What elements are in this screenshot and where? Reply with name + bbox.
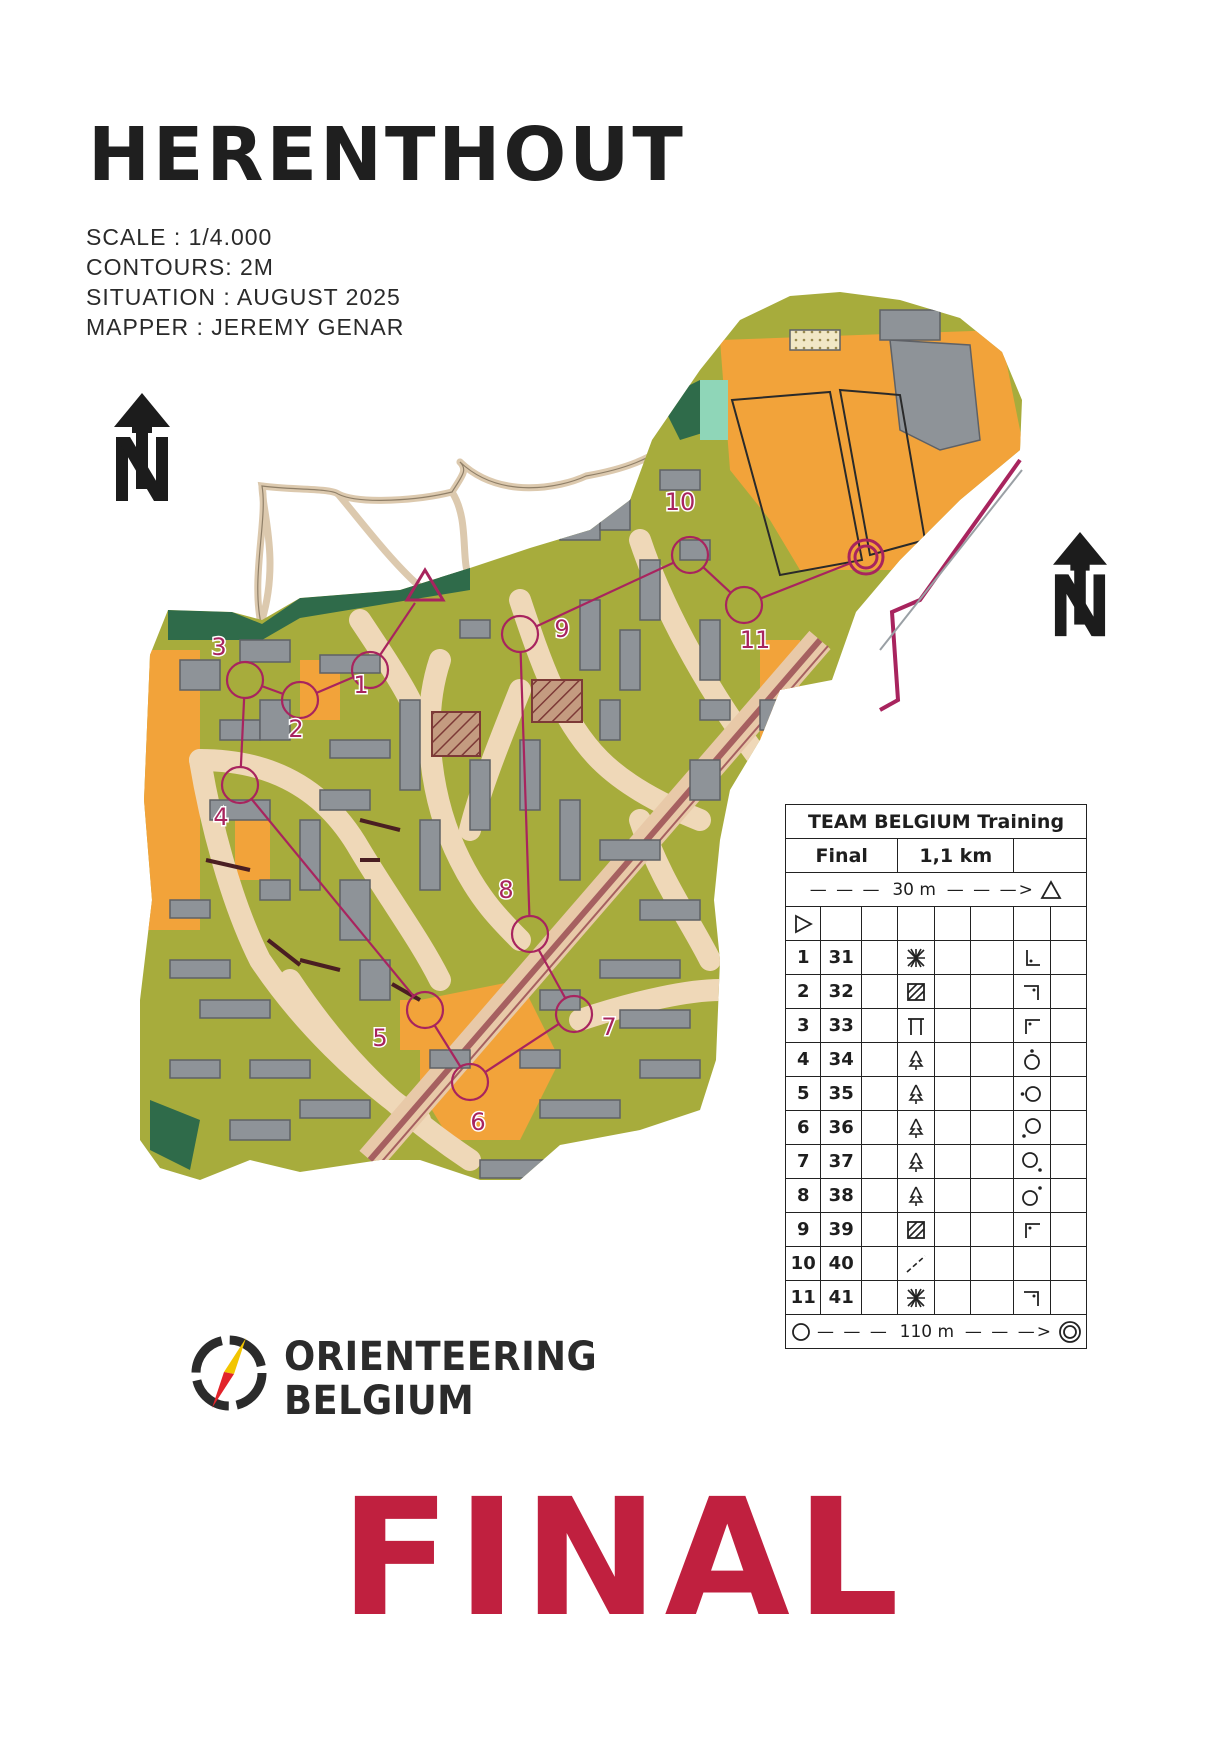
building — [540, 1100, 620, 1118]
building — [170, 1060, 220, 1078]
building — [640, 1060, 700, 1078]
map-title: HERENTHOUT — [88, 112, 686, 198]
control-description-row — [786, 1009, 1087, 1043]
control-number-label: 1 — [353, 671, 369, 699]
building — [640, 900, 700, 920]
building — [600, 960, 680, 978]
building — [470, 760, 490, 830]
building — [420, 820, 440, 890]
event-name: TEAM BELGIUM Training — [786, 805, 1087, 839]
building — [330, 740, 390, 758]
building — [600, 500, 630, 530]
building — [560, 800, 580, 880]
building — [360, 960, 390, 1000]
building — [300, 1100, 370, 1118]
control-description-sheet — [785, 804, 1087, 1349]
control-sequence: 1 — [786, 941, 821, 975]
building — [320, 790, 370, 810]
start-distance-row: — — — 30 m — — —> — [786, 873, 1087, 907]
building — [600, 700, 620, 740]
control-number-label: 5 — [372, 1024, 388, 1052]
building — [200, 1000, 270, 1018]
building — [700, 620, 720, 680]
scale-info: SCALE : 1/4.000 — [86, 224, 273, 250]
building — [240, 640, 290, 662]
situation-info: SITUATION : AUGUST 2025 — [86, 284, 401, 310]
corner-ne-icon — [1014, 1281, 1050, 1315]
control-number-label: 2 — [288, 715, 304, 743]
control-number-label: 8 — [498, 876, 514, 904]
building — [620, 1010, 690, 1028]
south-west-side-icon — [1014, 1111, 1050, 1145]
building — [400, 700, 420, 790]
control-sequence: 10 — [786, 1247, 821, 1281]
building — [250, 1060, 310, 1078]
corner-nw-icon — [1014, 1213, 1050, 1247]
building — [660, 470, 700, 490]
control-number-label: 10 — [664, 488, 696, 516]
contours-info: CONTOURS: 2M — [86, 254, 274, 280]
building — [320, 655, 380, 673]
building — [170, 900, 210, 918]
control-sequence: 9 — [786, 1213, 821, 1247]
control-number-label: 11 — [739, 626, 771, 654]
building — [260, 700, 290, 740]
building — [690, 760, 720, 800]
corner-nw-icon — [1014, 1009, 1050, 1043]
control-code: 32 — [821, 975, 862, 1009]
corner-ne-icon — [1014, 975, 1050, 1009]
building — [260, 880, 290, 900]
tree-icon — [898, 1043, 934, 1077]
control-sequence: 7 — [786, 1145, 821, 1179]
thicket-icon — [898, 941, 934, 975]
control-code: 39 — [821, 1213, 862, 1247]
logo-line-1: ORIENTEERING — [284, 1334, 598, 1380]
building — [180, 660, 220, 690]
control-sequence: 6 — [786, 1111, 821, 1145]
control-number-label: 7 — [601, 1013, 617, 1041]
control-sequence: 3 — [786, 1009, 821, 1043]
control-description-row — [786, 1043, 1087, 1077]
north-east-side-icon — [1014, 1179, 1050, 1213]
start-triangle-icon — [1040, 880, 1062, 900]
control-code: 36 — [821, 1111, 862, 1145]
control-sequence: 4 — [786, 1043, 821, 1077]
control-code: 37 — [821, 1145, 862, 1179]
west-side-icon — [1014, 1077, 1050, 1111]
building — [580, 600, 600, 670]
compass-logo-icon — [186, 1330, 272, 1416]
building — [230, 1120, 290, 1140]
control-description-row — [786, 1281, 1087, 1315]
final-label: FINAL — [340, 1465, 906, 1653]
building — [640, 560, 660, 620]
corner-se-icon — [1014, 941, 1050, 975]
finish-circle-icon — [1058, 1320, 1082, 1344]
control-circle-icon — [790, 1321, 812, 1343]
control-number-label: 4 — [213, 803, 229, 831]
tree-icon — [898, 1179, 934, 1213]
control-description-row — [786, 1179, 1087, 1213]
building — [170, 960, 230, 978]
control-description-row — [786, 1111, 1087, 1145]
control-description-row — [786, 941, 1087, 975]
control-code: 31 — [821, 941, 862, 975]
building — [220, 720, 260, 740]
tree-icon — [898, 1077, 934, 1111]
control-sequence: 11 — [786, 1281, 821, 1315]
logo-line-2: BELGIUM — [284, 1378, 475, 1424]
building — [680, 540, 710, 560]
control-description-row — [786, 1213, 1087, 1247]
control-description-row — [786, 975, 1087, 1009]
building — [340, 880, 370, 940]
passage-icon — [898, 1009, 934, 1043]
control-sequence: 2 — [786, 975, 821, 1009]
building — [520, 1050, 560, 1068]
control-code: 35 — [821, 1077, 862, 1111]
course-class: Final — [786, 839, 898, 873]
paved-area-icon — [898, 1213, 934, 1247]
control-number-label: 6 — [470, 1108, 486, 1136]
control-description-row — [786, 1077, 1087, 1111]
tree-icon — [898, 1145, 934, 1179]
control-code: 40 — [821, 1247, 862, 1281]
building — [460, 620, 490, 638]
control-description-row — [786, 1247, 1087, 1281]
federation-name — [284, 1335, 597, 1423]
control-sequence: 8 — [786, 1179, 821, 1213]
building — [700, 700, 730, 720]
tree-icon — [898, 1111, 934, 1145]
building — [600, 840, 660, 860]
control-description-row — [786, 1145, 1087, 1179]
start-triangle-icon — [792, 913, 814, 935]
finish-distance: 110 m — [899, 1321, 955, 1342]
mapper-info: MAPPER : JEREMY GENAR — [86, 314, 405, 340]
building — [760, 700, 800, 730]
fence-icon — [898, 1247, 934, 1281]
control-code: 38 — [821, 1179, 862, 1213]
control-code: 33 — [821, 1009, 862, 1043]
thicket-icon — [898, 1281, 934, 1315]
building — [620, 630, 640, 690]
south-east-side-icon — [1014, 1145, 1050, 1179]
control-number-label: 3 — [211, 633, 227, 661]
building — [560, 520, 600, 540]
control-code: 41 — [821, 1281, 862, 1315]
start-distance: 30 m — [892, 879, 936, 900]
finish-distance-row: — — — 110 m — — —> — [786, 1315, 1087, 1349]
building — [740, 790, 760, 850]
control-sequence: 5 — [786, 1077, 821, 1111]
course-length: 1,1 km — [898, 839, 1014, 873]
start-row — [786, 907, 1087, 941]
control-code: 34 — [821, 1043, 862, 1077]
building — [480, 1160, 570, 1178]
paved-area-icon — [898, 975, 934, 1009]
building — [540, 990, 580, 1010]
control-number-label: 9 — [554, 615, 570, 643]
north-side-icon — [1014, 1043, 1050, 1077]
